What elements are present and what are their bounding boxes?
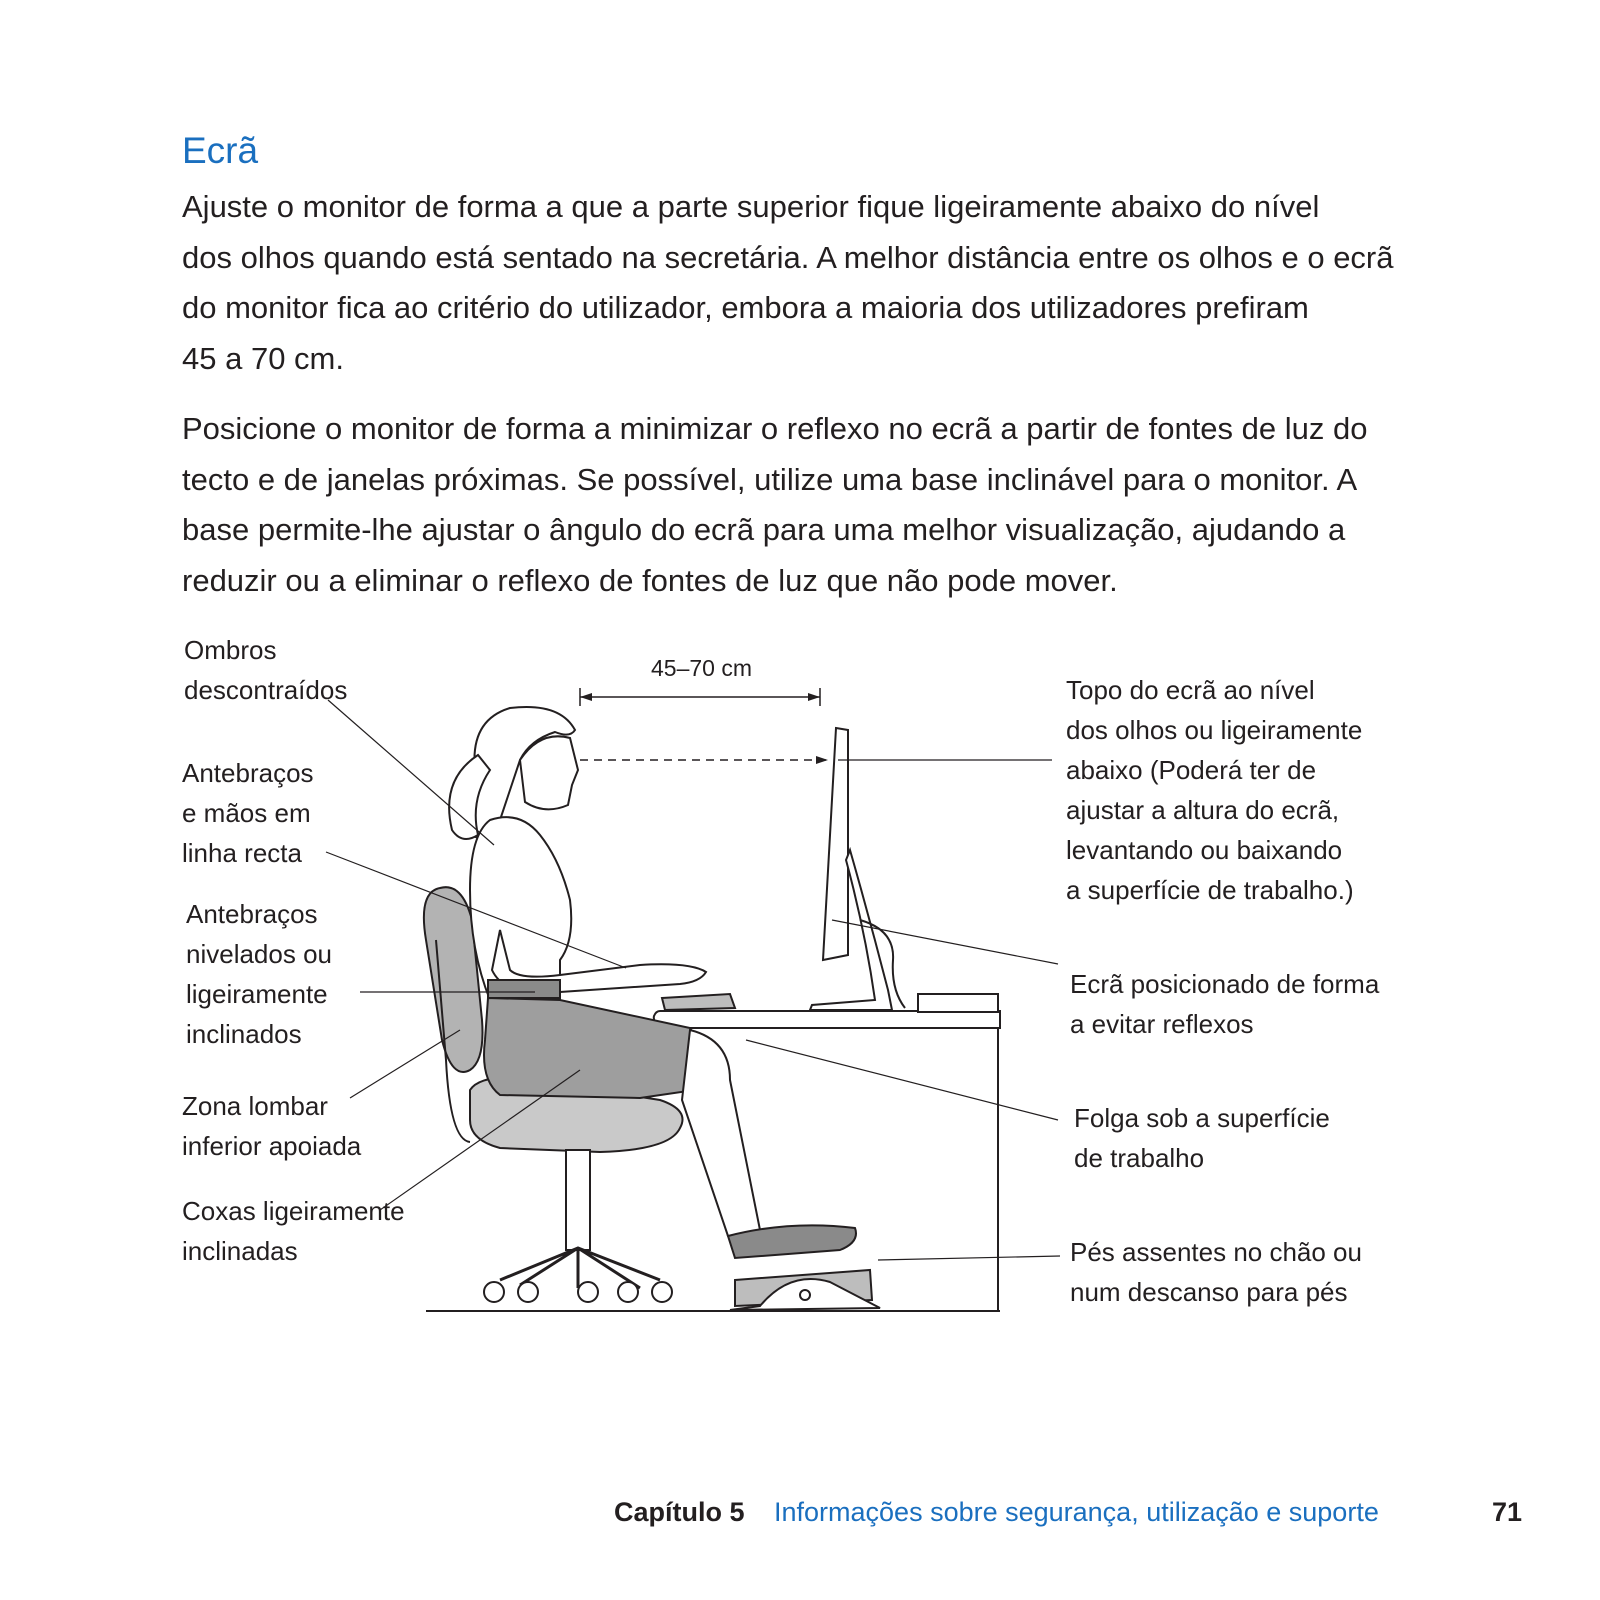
label-line: Antebraços bbox=[182, 758, 314, 788]
label-line: inclinados bbox=[186, 1019, 302, 1049]
footer-chapter: Capítulo 5 bbox=[614, 1497, 745, 1527]
label-line: num descanso para pés bbox=[1070, 1277, 1348, 1307]
footer-chapter-title: Informações sobre segurança, utilização e suporte bbox=[774, 1497, 1379, 1527]
desk bbox=[654, 1011, 1000, 1028]
text-line: do monitor fica ao critério do utilizador, embora a maioria dos utilizadores prefiram bbox=[182, 290, 1309, 325]
label-thighs bbox=[182, 1191, 405, 1271]
label-line: de trabalho bbox=[1074, 1143, 1205, 1173]
label-lower-back bbox=[182, 1086, 361, 1166]
label-line: ajustar a altura do ecrã, bbox=[1066, 795, 1340, 825]
label-line: Zona lombar bbox=[182, 1091, 328, 1121]
text-line: 45 a 70 cm. bbox=[182, 340, 344, 376]
label-screen-top bbox=[1066, 670, 1362, 910]
label-line: Ecrã posicionado de forma bbox=[1070, 969, 1380, 999]
label-forearms-level bbox=[186, 894, 332, 1054]
chair-post bbox=[566, 1150, 590, 1250]
section-title: Ecrã bbox=[182, 130, 259, 171]
label-line: a evitar reflexos bbox=[1070, 1009, 1254, 1039]
label-line: descontraídos bbox=[184, 675, 348, 705]
label-line: ligeiramente bbox=[186, 979, 328, 1009]
distance-arrowhead-right bbox=[808, 693, 820, 701]
label-line: inclinadas bbox=[182, 1236, 298, 1266]
label-shoulders bbox=[184, 630, 347, 710]
ergonomics-figure bbox=[0, 620, 1600, 1340]
label-line: Pés assentes no chão ou bbox=[1070, 1237, 1362, 1267]
text-line: Posicione o monitor de forma a minimizar o reflexo no ecrã a partir de fontes de luz do bbox=[182, 411, 1368, 446]
label-clearance bbox=[1074, 1098, 1330, 1178]
label-screen-position bbox=[1070, 964, 1379, 1044]
computer-box bbox=[918, 994, 998, 1012]
distance-arrowhead-left bbox=[580, 693, 592, 701]
page-number: 71 bbox=[1492, 1497, 1523, 1527]
label-line: Coxas ligeiramente bbox=[182, 1196, 405, 1226]
text-line: reduzir ou a eliminar o reflexo de fontes de luz que não pode mover. bbox=[182, 562, 1118, 598]
eye-level-arrowhead bbox=[816, 756, 828, 764]
label-line: linha recta bbox=[182, 838, 302, 868]
label-line: inferior apoiada bbox=[182, 1131, 362, 1161]
text-line: Ajuste o monitor de forma a que a parte superior fique ligeiramente abaixo do nível bbox=[182, 189, 1320, 224]
label-line: a superfície de trabalho.) bbox=[1066, 875, 1354, 905]
label-feet bbox=[1070, 1232, 1362, 1312]
label-line: Antebraços bbox=[186, 899, 318, 929]
label-forearms-hands bbox=[182, 753, 314, 873]
label-distance: 45–70 cm bbox=[651, 655, 753, 681]
paragraph-monitor-height bbox=[182, 182, 1482, 384]
label-line: Topo do ecrã ao nível bbox=[1066, 675, 1315, 705]
label-line: Folga sob a superfície bbox=[1074, 1103, 1330, 1133]
label-line: e mãos em bbox=[182, 798, 311, 828]
label-line: dos olhos ou ligeiramente bbox=[1066, 715, 1363, 745]
keyboard bbox=[662, 994, 735, 1010]
text-line: dos olhos quando está sentado na secretária. A melhor distância entre os olhos e o ecrã bbox=[182, 239, 1394, 275]
person-torso bbox=[470, 817, 571, 1000]
footrest-knob bbox=[800, 1290, 810, 1300]
person-belt bbox=[488, 980, 560, 998]
label-line: Ombros bbox=[184, 635, 277, 665]
person-leg bbox=[682, 1030, 852, 1252]
label-line: levantando ou baixando bbox=[1066, 835, 1343, 865]
label-line: nivelados ou bbox=[186, 939, 332, 969]
text-line: tecto e de janelas próximas. Se possível, utilize uma base inclinável para o monitor. A bbox=[182, 461, 1358, 497]
paragraph-glare bbox=[182, 404, 1482, 606]
label-line: abaixo (Poderá ter de bbox=[1066, 755, 1317, 785]
monitor bbox=[823, 728, 848, 960]
text-line: base permite-lhe ajustar o ângulo do ecrã para uma melhor visualização, ajudando a bbox=[182, 512, 1346, 547]
